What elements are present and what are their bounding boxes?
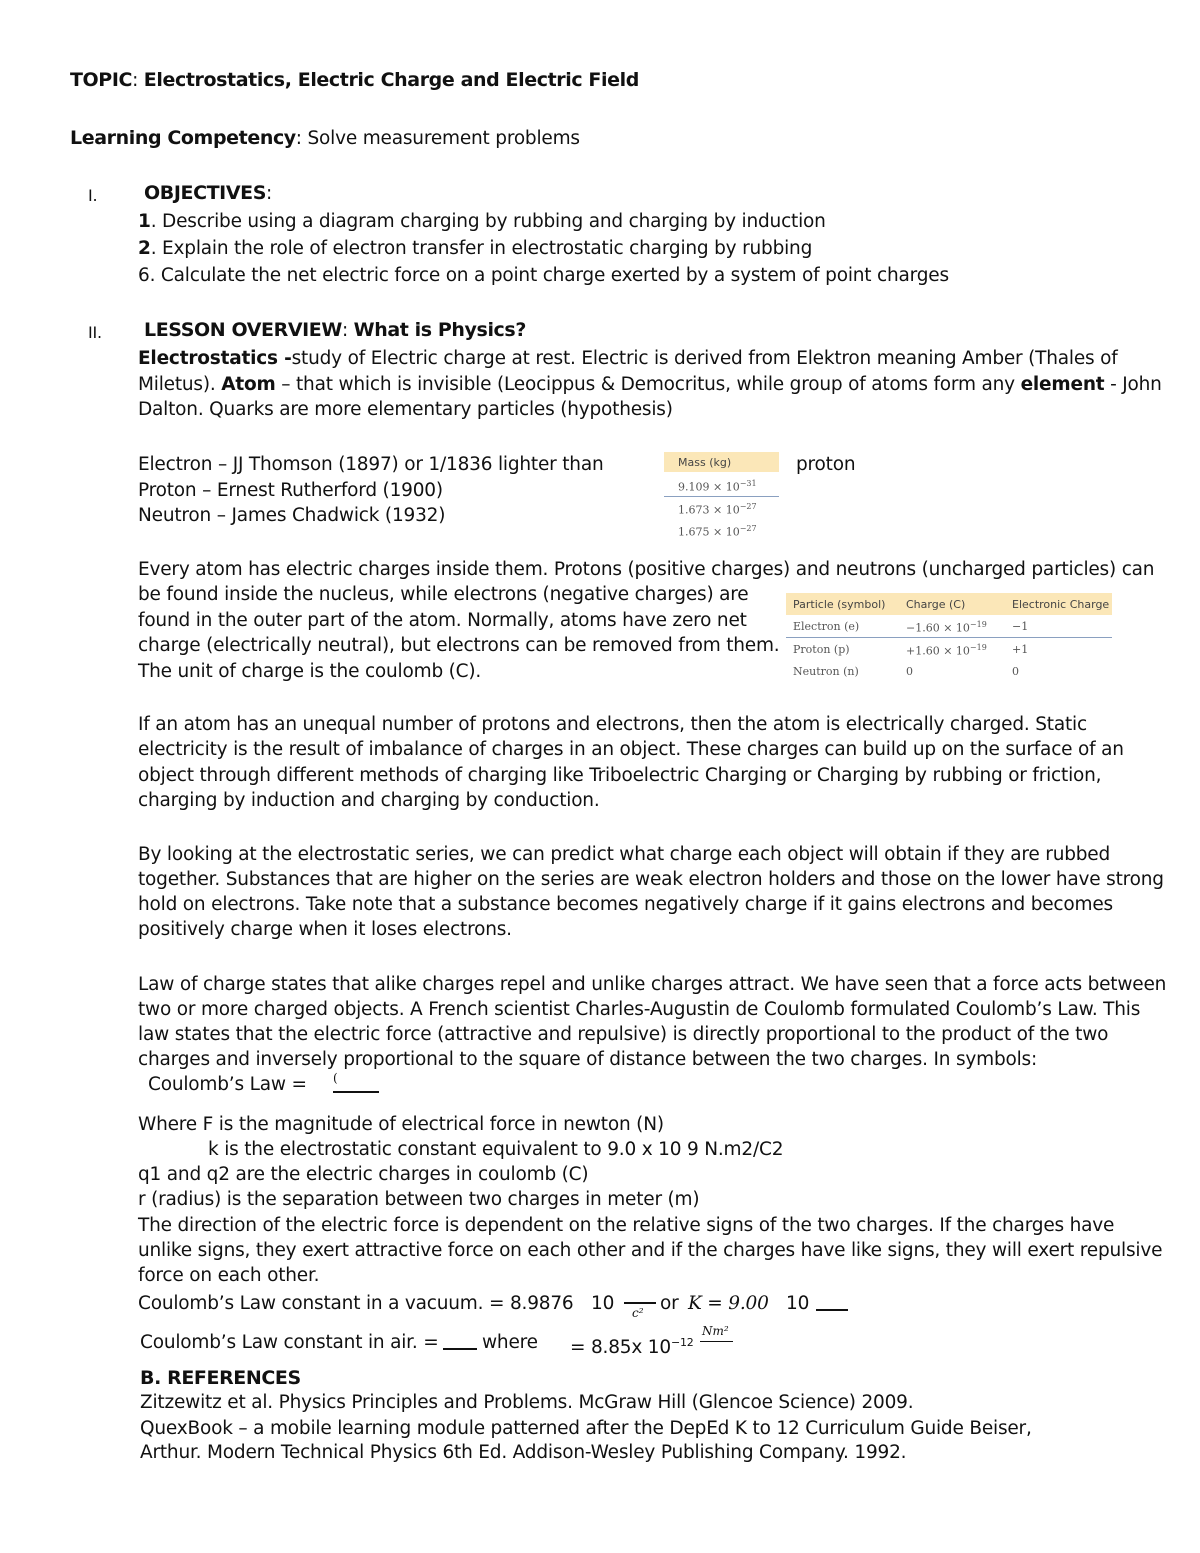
charge-table-header: Charge (C) [906, 598, 966, 611]
vacuum-ten: 10 [591, 1293, 615, 1314]
charge-ec: 0 [1012, 665, 1019, 678]
paragraph-line: hold on electrons. Take note that a substance becomes negatively charge if it gains electrons and becomes [138, 894, 1113, 915]
charge-particle: Neutron (n) [793, 665, 859, 678]
paragraph-line: be found inside the nucleus, while electrons (negative charges) are [138, 584, 749, 605]
objective-item [138, 263, 949, 289]
paragraph-line: By looking at the electrostatic series, we can predict what charge each object will obtain if they are rubbed [138, 844, 1111, 865]
coulomb-law-label: Coulomb’s Law = [148, 1074, 307, 1095]
charge-table-header: Particle (symbol) [793, 598, 886, 611]
paragraph-line: law states that the electric force (attractive and repulsive) is directly proportional to the product of the two [138, 1024, 1109, 1045]
references-title: B. REFERENCES [140, 1367, 301, 1389]
particle-proton: Proton – Ernest Rutherford (1900) [138, 480, 443, 501]
topic-label: TOPIC [70, 69, 133, 91]
paragraph-line: charges and inversely proportional to the square of distance between the two charges. In symbols: [138, 1049, 1038, 1070]
topic-line [70, 68, 639, 94]
charge-exp: −19 [969, 643, 987, 652]
vacuum-constant-label: Coulomb’s Law constant in a vacuum. = 8.9876 [138, 1293, 574, 1314]
mass-value [678, 502, 757, 517]
references-heading [140, 1366, 301, 1392]
mass-table-rule [664, 496, 779, 497]
air-unit-bar [700, 1341, 733, 1342]
charge-base: −1.60 × 10 [906, 621, 970, 635]
paragraph-line [138, 372, 1162, 398]
reference-item: Arthur. Modern Technical Physics 6th Ed. Addison-Wesley Publishing Company. 1992. [140, 1442, 907, 1463]
charge-value: 0 [906, 665, 913, 678]
charge-base: +1.60 × 10 [906, 644, 970, 658]
mass-exp: −27 [739, 524, 757, 533]
objectives-title: OBJECTIVES [144, 182, 267, 204]
overview-subtitle: What is Physics? [353, 319, 526, 341]
air-epsilon-base: = 8.85x 10 [570, 1337, 671, 1359]
objective-number: 2 [138, 238, 151, 259]
objectives-colon: : [266, 183, 273, 204]
competency-value: Solve measurement problems [307, 128, 580, 149]
paragraph-line: r (radius) is the separation between two charges in meter (m) [138, 1189, 700, 1210]
overview-numeral: II. [88, 323, 102, 342]
overview-heading [144, 318, 526, 344]
charge-ec: −1 [1012, 620, 1029, 633]
paragraph-line: k is the electrostatic constant equivalent to 9.0 x 10 9 N.m2/C2 [208, 1139, 784, 1160]
vacuum-ten-2: 10 [786, 1293, 810, 1314]
term-element: element [1020, 374, 1105, 395]
paragraph-line: charging by induction and charging by conduction. [138, 790, 600, 811]
mass-table-header: Mass (kg) [678, 456, 732, 469]
vacuum-or: or [660, 1293, 679, 1314]
objective-text: . Explain the role of electron transfer in electrostatic charging by rubbing [150, 238, 813, 259]
paragraph-text: study of Electric charge at rest. Electric is derived from Elektron meaning Amber (Thales of [291, 348, 1118, 369]
reference-item: QuexBook – a mobile learning module patterned after the DepEd K to 12 Curriculum Guide Beiser, [140, 1418, 1032, 1439]
paragraph-text: Miletus). [138, 374, 222, 395]
paragraph-line [138, 346, 1118, 372]
overview-colon: : [341, 320, 354, 341]
paragraph-line: q1 and q2 are the electric charges in coulomb (C) [138, 1164, 589, 1185]
particle-neutron: Neutron – James Chadwick (1932) [138, 505, 446, 526]
paragraph-line: object through different methods of charging like Triboelectric Charging or Charging by rubbing or friction, [138, 765, 1102, 786]
coulomb-law-fraction-bar [333, 1091, 379, 1093]
air-epsilon-value [570, 1330, 694, 1361]
mass-base: 9.109 × 10 [678, 480, 740, 494]
air-constant-label: Coulomb’s Law constant in air. = [140, 1332, 439, 1353]
vacuum-fraction-bar [624, 1302, 656, 1304]
paragraph-line: unlike signs, they exert attractive force on each other and if the charges have like signs, they will exert repulsive [138, 1240, 1163, 1261]
paragraph-line: charge (electrically neutral), but electrons can be removed from them. [138, 635, 780, 656]
proton-word: proton [796, 454, 856, 475]
vacuum-fraction-bar-2 [816, 1309, 848, 1311]
objectives-heading [144, 181, 272, 207]
paragraph-line: Dalton. Quarks are more elementary particles (hypothesis) [138, 399, 673, 420]
charge-particle: Electron (e) [793, 620, 860, 633]
vacuum-k-value: K = 9.00 [688, 1293, 769, 1314]
charge-table-rule [786, 637, 1112, 638]
topic-title: Electrostatics, Electric Charge and Electric Field [143, 69, 639, 91]
air-epsilon-exp: −12 [670, 1336, 694, 1349]
reference-item: Zitzewitz et al. Physics Principles and Problems. McGraw Hill (Glencoe Science) 2009. [140, 1392, 914, 1413]
objective-text: . Describe using a diagram charging by rubbing and charging by induction [150, 211, 826, 232]
charge-value [906, 643, 987, 658]
paragraph-line: two or more charged objects. A French scientist Charles-Augustin de Coulomb formulated Coulomb’s Law. This [138, 999, 1141, 1020]
mass-exp: −31 [739, 479, 757, 488]
paragraph-line: electricity is the result of imbalance of charges in an object. These charges can build up on the surface of an [138, 739, 1124, 760]
paragraph-text: – that which is invisible (Leocippus & Democritus, while group of atoms form any [275, 374, 1021, 395]
vacuum-denominator: c² [632, 1306, 644, 1320]
paragraph-line: The direction of the electric force is dependent on the relative signs of the two charges. If the charges have [138, 1215, 1115, 1236]
paragraph-line: Law of charge states that alike charges repel and unlike charges attract. We have seen that a force acts between [138, 974, 1167, 995]
paragraph-line: found in the outer part of the atom. Normally, atoms have zero net [138, 610, 747, 631]
charge-exp: −19 [969, 620, 987, 629]
paragraph-line: Where F is the magnitude of electrical force in newton (N) [138, 1114, 664, 1135]
paragraph-line: The unit of charge is the coulomb (C). [138, 661, 482, 682]
mass-base: 1.675 × 10 [678, 525, 740, 539]
charge-table [786, 593, 1112, 685]
charge-ec: +1 [1012, 643, 1029, 656]
charge-table-header: Electronic Charge [1012, 598, 1110, 611]
mass-base: 1.673 × 10 [678, 503, 740, 517]
term-atom: Atom [221, 374, 276, 395]
competency-line [70, 126, 580, 152]
objective-number: 1 [138, 211, 151, 232]
term-electrostatics: Electrostatics - [138, 348, 292, 369]
objective-text: 6. Calculate the net electric force on a point charge exerted by a system of point charges [138, 265, 949, 286]
paragraph-line: force on each other. [138, 1265, 320, 1286]
competency-label: Learning Competency [70, 127, 296, 149]
topic-sep: : [132, 70, 144, 91]
air-unit: Nm² [702, 1324, 729, 1338]
paragraph-text: - John [1104, 374, 1162, 395]
overview-title: LESSON OVERVIEW [144, 319, 342, 341]
mass-exp: −27 [739, 502, 757, 511]
paragraph-line: If an atom has an unequal number of protons and electrons, then the atom is electrically charged. Static [138, 714, 1087, 735]
air-where: where [482, 1332, 538, 1353]
coulomb-law-numerator: ( [333, 1071, 338, 1085]
paragraph-line: Every atom has electric charges inside them. Protons (positive charges) and neutrons (uncharged particles) can [138, 559, 1155, 580]
paragraph-line: positively charge when it loses electrons. [138, 919, 512, 940]
objective-item [138, 209, 826, 235]
charge-particle: Proton (p) [793, 643, 850, 656]
paragraph-line: together. Substances that are higher on the series are weak electron holders and those on the lower have strong [138, 869, 1164, 890]
mass-value [678, 479, 757, 494]
objective-item [138, 236, 812, 262]
air-fraction-bar [443, 1348, 477, 1350]
objectives-numeral: I. [88, 186, 98, 205]
particle-electron: Electron – JJ Thomson (1897) or 1/1836 lighter than [138, 454, 604, 475]
charge-value [906, 620, 987, 635]
mass-table [664, 452, 779, 542]
mass-value [678, 524, 757, 539]
competency-sep: : [295, 128, 308, 149]
